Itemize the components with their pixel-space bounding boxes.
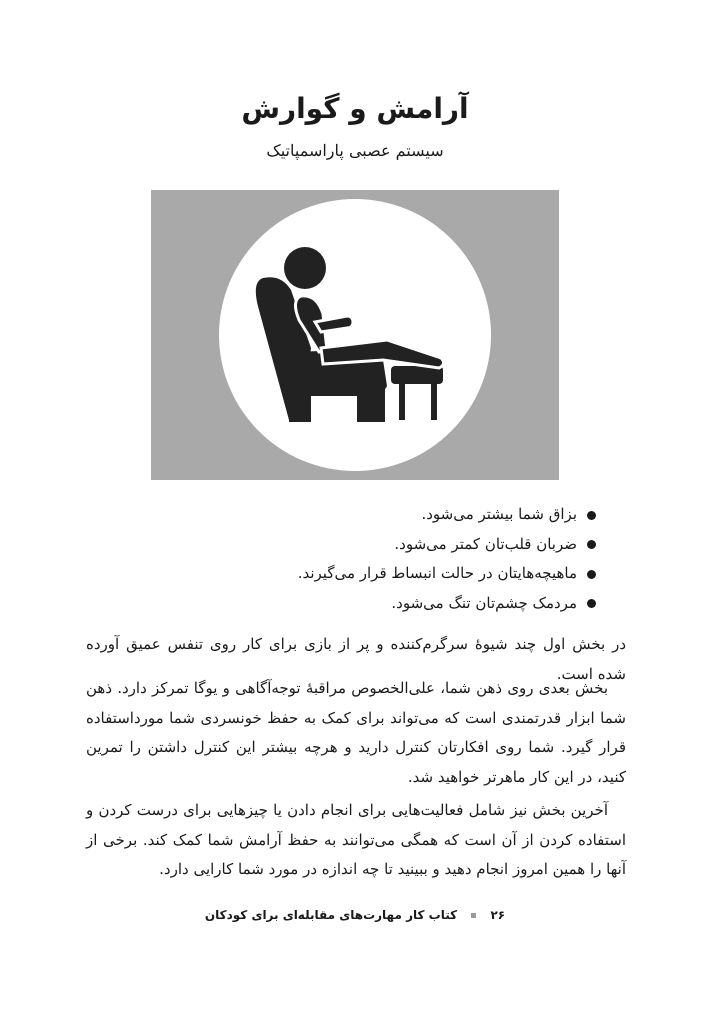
page-number: ۲۶ <box>490 908 506 922</box>
paragraph-2: بخش بعدی روی ذهن شما، علی‌الخصوص مراقبهٔ توجه‌آگاهی و یوگا تمرکز دارد. ذهن شما ابزار قدرتمندی است که می‌تواند برای کمک به حفظ خونسردی شما مورداستفاده قرار گیرد. شما روی افکارتان کنترل دارید و هرچه بیشتر این کنترل داشتن را تمرین کنید، در این کار ماهرتر خواهید شد. <box>86 679 626 786</box>
list-item: مردمک چشم‌تان تنگ می‌شود. <box>116 589 596 619</box>
list-item: ماهیچه‌هایتان در حالت انبساط قرار می‌گیرند. <box>116 559 596 589</box>
page-subtitle: سیستم عصبی پاراسمپاتیک <box>266 141 444 160</box>
bullet-icon <box>587 599 596 608</box>
bullet-list <box>116 500 596 618</box>
page-title: آرامش و گوارش <box>241 92 469 125</box>
bullet-icon <box>587 511 596 520</box>
relaxation-illustration <box>151 190 559 480</box>
book-title: کتاب کار مهارت‌های مقابله‌ای برای کودکان <box>204 908 458 922</box>
list-item: ضربان قلب‌تان کمتر می‌شود. <box>116 530 596 560</box>
page-footer <box>0 908 710 922</box>
bullet-icon <box>587 540 596 549</box>
bullet-icon <box>587 570 596 579</box>
paragraph-1: در بخش اول چند شیوهٔ سرگرم‌کننده و پر از بازی برای کار روی تنفس عمیق آورده شده است. <box>86 635 626 683</box>
paragraph-3: آخرین بخش نیز شامل فعالیت‌هایی برای انجام دادن یا چیزهایی برای درست کردن و استفاده کردن از آن است که همگی می‌توانند به حفظ آرامش شما کمک کند. برخی از آنها را همین امروز انجام دهید و ببینید تا چه اندازه در مورد شما کارایی دارد. <box>86 801 626 878</box>
list-item: بزاق شما بیشتر می‌شود. <box>116 500 596 530</box>
separator-icon <box>471 913 476 918</box>
person-relaxing-in-recliner-icon <box>151 190 559 480</box>
